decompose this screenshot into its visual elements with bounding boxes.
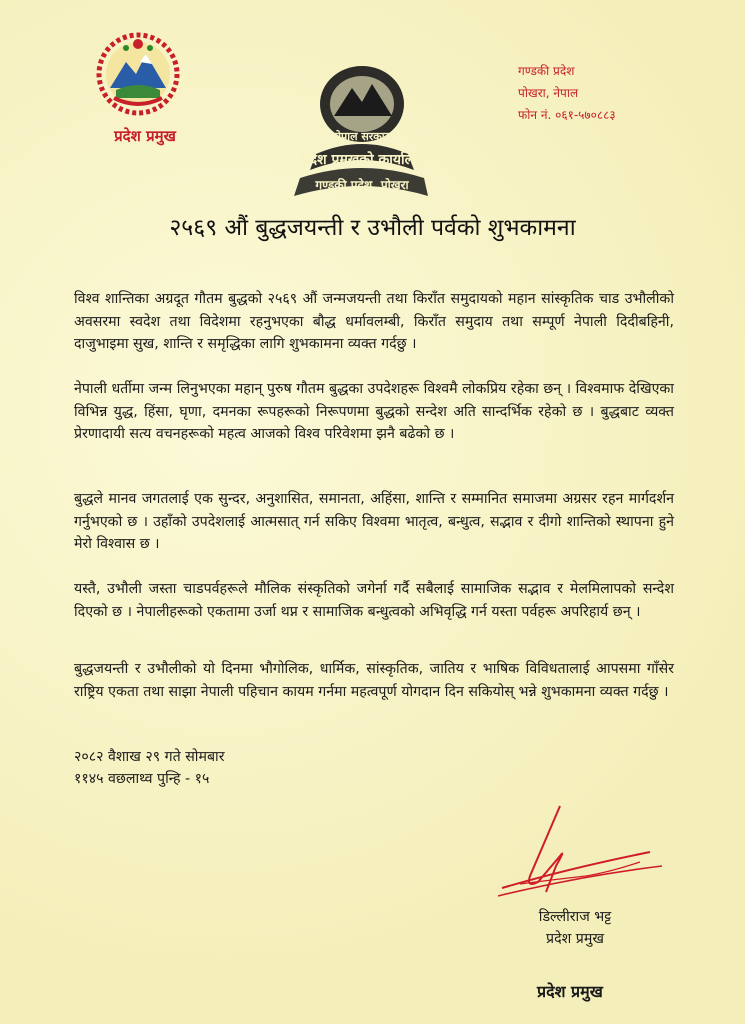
handwritten-signature <box>490 796 665 911</box>
footer-stamp: प्रदेश प्रमुख <box>537 982 603 1001</box>
paragraph-1: विश्व शान्तिका अग्रदूत गौतम बुद्धको २५६९ औं जन्मजयन्ती तथा किराँत समुदायको महान सांस्कृतिक चाड उभौलीको अवसरमा स्वदेश तथा विदेशमा रहनुभएका बौद्ध धर्मावलम्बी, किराँत समुदाय तथा सम्पूर्ण नेपाली दिदीबहिनी, दाजुभाइमा सुख, शान्ति र समृद्धिका लागि शुभकामना व्यक्त गर्दछु । <box>74 291 674 352</box>
letter-title: २५६९ औं बुद्धजयन्ती र उभौली पर्वको शुभकामना <box>169 215 576 241</box>
address-block <box>518 60 616 126</box>
date-nepal-sambat: ११४५ वछलाथ्व पुन्हि - १५ <box>74 771 210 787</box>
office-stamp <box>276 58 442 206</box>
paragraph-5: बुद्धजयन्ती र उभौलीको यो दिनमा भौगोलिक, धार्मिक, सांस्कृतिक, जातिय र भाषिक विविधतालाई आपसमा गाँसेर राष्ट्रिय एकता तथा साझा नेपाली पहिचान कायम गर्नमा महत्वपूर्ण योगदान दिन सकियोस् भन्ने शुभकामना व्यक्त गर्दछु । <box>74 661 674 700</box>
address-city: पोखरा, नेपाल <box>518 86 579 100</box>
signer-block <box>500 906 650 950</box>
address-phone: फोन नं. ०६१-५७०८८३ <box>518 108 616 122</box>
nepal-emblem-icon <box>96 32 180 116</box>
stamp-line-1: नेपाल सरकार <box>334 130 390 143</box>
signer-designation: प्रदेश प्रमुख <box>546 931 604 947</box>
office-title: प्रदेश प्रमुख <box>114 127 176 145</box>
stamp-line-3: गण्डकी प्रदेश, पोखरा <box>315 178 409 192</box>
date-bs: २०८२ वैशाख २९ गते सोमबार <box>74 749 225 765</box>
address-province: गण्डकी प्रदेश <box>518 64 575 78</box>
signer-name: डिल्लीराज भट्ट <box>538 909 612 925</box>
date-block <box>74 746 225 790</box>
paragraph-4: यस्तै, उभौली जस्ता चाडपर्वहरूले मौलिक संस्कृतिको जगेर्ना गर्दै सबैलाई सामाजिक सद्भाव र मेलमिलापको सन्देश दिएको छ । नेपालीहरूको एकतामा उर्जा थप्न र सामाजिक बन्धुत्वको अभिवृद्धि गर्न यस्ता पर्वहरू अपरिहार्य छन् । <box>74 581 674 620</box>
paragraph-3: बुद्धले मानव जगतलाई एक सुन्दर, अनुशासित, समानता, अहिंसा, शान्ति र सम्मानित समाजमा अग्रसर रहन मार्गदर्शन गर्नुभएको छ । उहाँको उपदेशलाई आत्मसात् गर्न सकिए विश्वमा भातृत्व, बन्धुत्व, सद्भाव र दीगो शान्तिको स्थापना हुने मेरो विश्वास छ । <box>74 491 674 552</box>
stamp-line-2: प्रदेश प्रमुखको कार्यालय <box>301 152 423 168</box>
paragraph-2: नेपाली धर्तीमा जन्म लिनुभएका महान् पुरुष गौतम बुद्धका उपदेशहरू विश्वमै लोकप्रिय रहेका छन् । विश्वमाफ देखिएका विभिन्न युद्ध, हिंसा, घृणा, दमनका रूपहरूको निरूपणमा बुद्धको सन्देश अति सान्दर्भिक रहेको छ । बुद्धबाट व्यक्त प्रेरणादायी सत्य वचनहरूको महत्व आजको विश्व परिवेशमा झनै बढेको छ । <box>74 381 674 442</box>
